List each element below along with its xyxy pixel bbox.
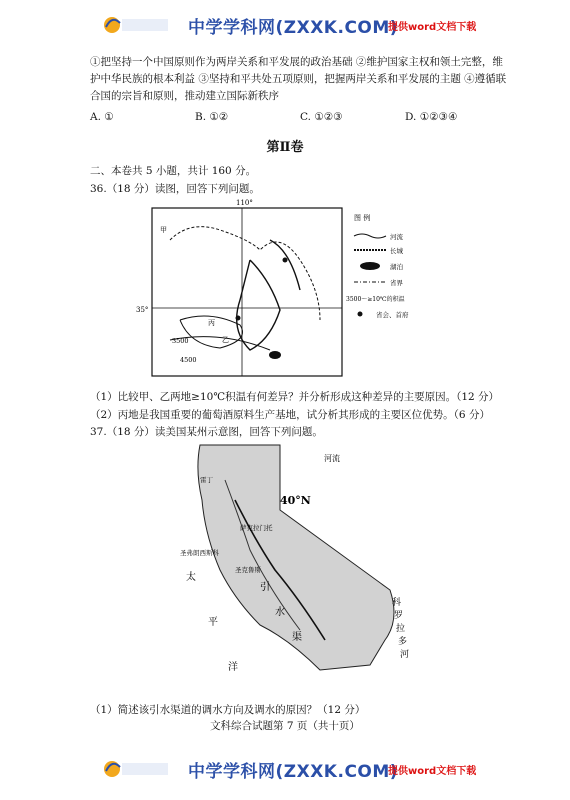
legend-lake: 湖泊	[390, 263, 403, 271]
map1-lat-label: 35°	[136, 306, 149, 314]
download-link-bottom[interactable]: 提供word文档下载	[388, 765, 477, 777]
q37-sub1: （1）简述该引水渠道的调水方向及调水的原因？（12 分）	[90, 704, 366, 716]
map1-iso-3500: 3500	[172, 337, 189, 345]
city-3: 圣克鲁斯	[235, 566, 261, 574]
q37-stem: 37.（18 分）读美国某州示意图，回答下列问题。	[90, 426, 323, 438]
page-footer: 文科综合试题第 7 页（共十页）	[210, 720, 360, 732]
canal-char-1: 引	[260, 582, 270, 593]
colorado-4: 多	[398, 637, 408, 647]
section-heading: 二、本卷共 5 小题，共计 160 分。	[90, 165, 257, 177]
volume-title: 第Ⅱ卷	[266, 140, 304, 155]
site-name[interactable]: 中学学科网(ZXXK.COM)	[188, 17, 399, 38]
map1-legend-title: 图 例	[354, 214, 371, 222]
map1-iso-4500: 4500	[180, 356, 197, 364]
colorado-1: 科	[392, 598, 402, 608]
legend-boundary: 省界	[390, 279, 403, 287]
canal-char-2: 水	[275, 607, 285, 618]
option-d: D. ①②③④	[405, 111, 458, 123]
map-california	[180, 440, 420, 690]
ocean-char-2: 平	[208, 617, 218, 628]
option-b: B. ①②	[195, 111, 229, 123]
q36-stem: 36.（18 分）读图，回答下列问题。	[90, 183, 260, 195]
legend-capital: 省会、首府	[376, 311, 409, 319]
top-paragraph: ①把坚持一个中国原则作为两岸关系和平发展的政治基础 ②维护国家主权和领土完整，维护中华民族的根本利益 ③坚持和平共处五项原则，把握两岸关系和平发展的主题 ④遵循联合国的宗旨和原则，推动建立国际新秩序	[90, 56, 507, 102]
colorado-2: 罗	[394, 611, 404, 621]
colorado-5: 河	[400, 650, 410, 660]
footer-banner	[0, 752, 570, 786]
city-1: 雷丁	[200, 476, 213, 484]
ocean-char-1: 太	[186, 572, 196, 583]
ocean-char-3: 洋	[228, 662, 238, 673]
zxxk-logo-bottom	[102, 755, 172, 783]
q36-sub1: （1）比较甲、乙两地≥10℃积温有何差异？并分析形成这种差异的主要原因。（12 分）	[90, 391, 500, 403]
city-2: 萨克拉门托	[240, 524, 273, 532]
map1-yi: 乙	[222, 336, 229, 344]
map1-lon-label: 110°	[236, 199, 253, 207]
city-4: 圣弗朗西斯科	[180, 549, 219, 557]
zxxk-logo	[102, 11, 172, 39]
map1-jia: 甲	[160, 226, 167, 234]
legend-wall: 长城	[390, 247, 403, 255]
map2-river-label: 河流	[324, 454, 340, 463]
map-china-region	[136, 199, 420, 380]
header-banner	[0, 8, 570, 42]
download-link[interactable]: 提供word文档下载	[388, 21, 477, 33]
site-name-bottom[interactable]: 中学学科网(ZXXK.COM)	[188, 761, 399, 782]
legend-isotherm: 3500～≥10℃的积温	[346, 296, 405, 303]
map1-bing: 丙	[208, 319, 215, 327]
answer-options	[90, 111, 510, 123]
option-c: C. ①②③	[300, 111, 343, 123]
canal-char-3: 渠	[292, 632, 302, 643]
option-a: A. ①	[90, 111, 114, 123]
map2-lat: 40°N	[280, 494, 311, 507]
q36-sub2: （2）丙地是我国重要的葡萄酒原料生产基地，试分析其形成的主要区位优势。（6 分）	[90, 409, 490, 421]
legend-river: 河流	[390, 233, 403, 241]
colorado-3: 拉	[396, 624, 406, 634]
